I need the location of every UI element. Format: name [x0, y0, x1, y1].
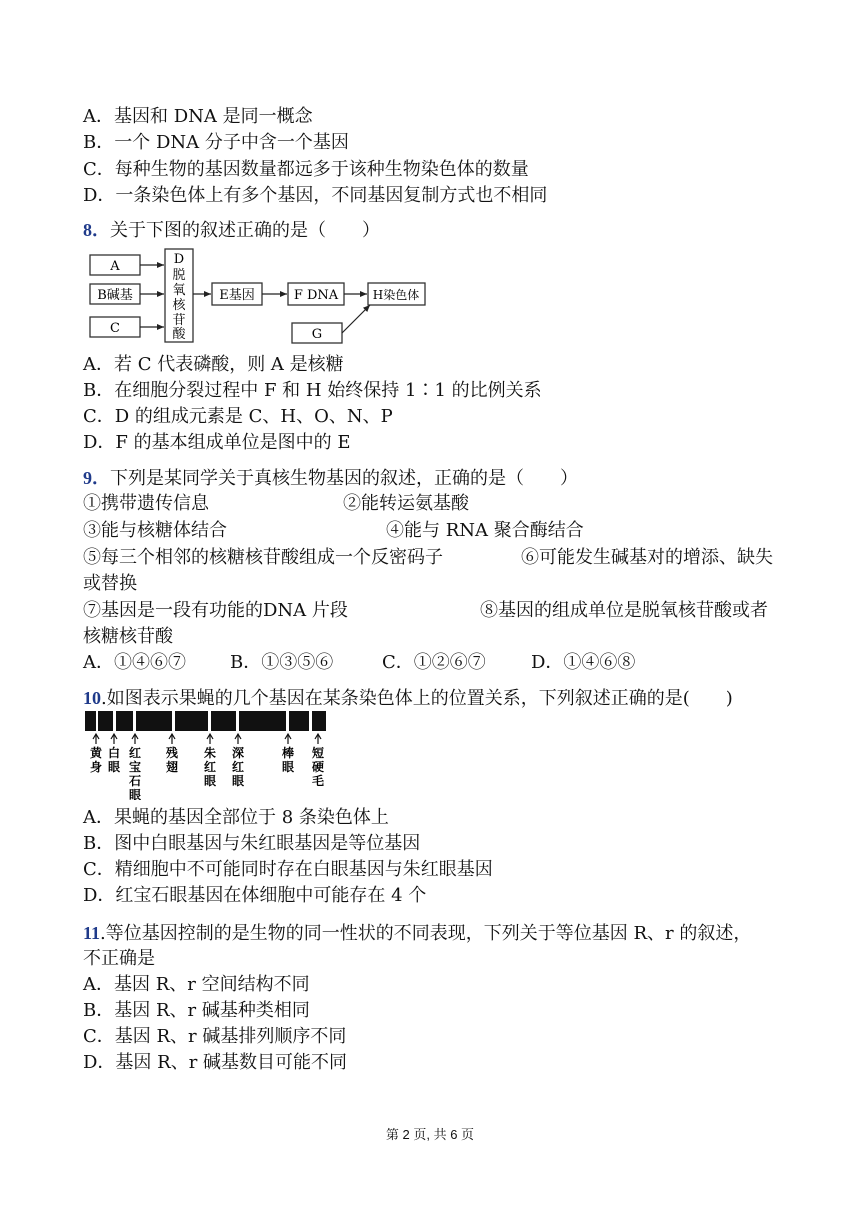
q8-stem — [83, 217, 380, 244]
gene-label-char: 棒 — [281, 746, 295, 760]
gene-label-char: 眼 — [281, 760, 295, 774]
gene-label-char: 石 — [128, 774, 142, 788]
box-b-label: B碱基 — [97, 288, 133, 303]
gene-arrow — [285, 734, 291, 744]
q9-option-a: A．①④⑥⑦ — [83, 652, 186, 673]
gene-arrow — [207, 734, 213, 744]
q7-option-b: B．一个 DNA 分子中含一个基因 — [83, 132, 349, 153]
q10-option-d: D．红宝石眼基因在体细胞中可能存在 4 个 — [83, 885, 427, 906]
gene-label-char: 白 — [107, 746, 121, 760]
q10-number: 10 — [83, 688, 101, 708]
q11-stem-text: .等位基因控制的是生物的同一性状的不同表现，下列关于等位基因 R、r 的叙述， — [100, 923, 752, 944]
q9-item-7: ⑦基因是一段有功能的DNA 片段 — [83, 600, 348, 621]
q10-option-a: A．果蝇的基因全部位于 8 条染色体上 — [83, 807, 389, 828]
box-d-label-3: 氧 — [172, 283, 186, 298]
q9-option-c: C．①②⑥⑦ — [382, 652, 486, 673]
gene-label-char: 短 — [311, 746, 325, 760]
q9-item-3: ③能与核糖体结合 — [83, 520, 227, 541]
q9-item-4: ④能与 RNA 聚合酶结合 — [386, 520, 584, 541]
q11-option-a: A．基因 R、r 空间结构不同 — [83, 974, 310, 995]
box-d-label-4: 核 — [172, 298, 186, 313]
q9-stem — [83, 465, 578, 492]
q9-item-5: ⑤每三个相邻的核糖核苷酸组成一个反密码子 — [83, 547, 443, 568]
gene-arrow — [235, 734, 241, 744]
box-d-label-1: D — [173, 252, 185, 267]
q9-item-6-cont: 或替换 — [83, 573, 137, 594]
gene-arrow — [315, 734, 321, 744]
box-a-label: A — [110, 259, 120, 274]
q10-option-b: B．图中白眼基因与朱红眼基因是等位基因 — [83, 833, 421, 854]
q9-item-1: ①携带遗传信息 — [83, 493, 209, 514]
gene-label-char: 眼 — [128, 788, 142, 800]
box-c-label: C — [110, 321, 120, 336]
q9-item-8-cont: 核糖核苷酸 — [83, 626, 173, 647]
q7-option-c: C．每种生物的基因数量都远多于该种生物染色体的数量 — [83, 159, 529, 180]
gene-label-char: 朱 — [203, 746, 217, 760]
q10-chromosome-diagram — [83, 708, 333, 800]
gene-arrow — [132, 734, 138, 744]
q10-option-c: C．精细胞中不可能同时存在白眼基因与朱红眼基因 — [83, 859, 493, 880]
q9-option-b: B．①③⑤⑥ — [230, 652, 334, 673]
q8-option-b: B．在细胞分裂过程中 F 和 H 始终保持 1∶1 的比例关系 — [83, 380, 542, 401]
q8-option-d: D．F 的基本组成单位是图中的 E — [83, 432, 351, 453]
gene-label-char: 黄 — [89, 746, 103, 760]
gene-arrow — [111, 734, 117, 744]
q8-option-a: A．若 C 代表磷酸，则 A 是核糖 — [83, 354, 344, 375]
gene-arrow — [93, 734, 99, 744]
box-e-label: E基因 — [219, 288, 255, 303]
q8-number: 8． — [83, 220, 110, 240]
q7-option-a: A．基因和 DNA 是同一概念 — [83, 106, 313, 127]
gene-label-char: 残 — [165, 746, 179, 760]
q8-option-c: C．D 的组成元素是 C、H、O、N、P — [83, 406, 393, 427]
q9-number: 9． — [83, 468, 110, 488]
gene-label-char: 翅 — [165, 760, 179, 774]
chromosome-segments — [85, 711, 326, 731]
box-d-label-6: 酸 — [172, 327, 186, 342]
q7-option-d: D．一条染色体上有多个基因，不同基因复制方式也不相同 — [83, 185, 548, 206]
q11-stem — [83, 920, 751, 947]
gene-arrow — [169, 734, 175, 744]
gene-label-char: 眼 — [203, 774, 217, 788]
box-d-label-5: 苷 — [172, 313, 186, 328]
gene-label-char: 红 — [231, 760, 245, 774]
q8-diagram — [86, 247, 431, 347]
gene-label-char: 红 — [203, 760, 217, 774]
q11-number: 11 — [83, 923, 101, 943]
q9-option-d: D．①④⑥⑧ — [531, 652, 636, 673]
gene-label-char: 眼 — [231, 774, 245, 788]
q11-stem-cont: 不正确是 — [83, 948, 155, 969]
gene-label-char: 深 — [231, 746, 245, 760]
gene-label-char: 宝 — [128, 760, 142, 774]
q8-stem-text: 关于下图的叙述正确的是（ ） — [110, 220, 380, 241]
q9-item-2: ②能转运氨基酸 — [343, 493, 469, 514]
box-d-label-2: 脱 — [172, 268, 186, 283]
page-footer: 第 2 页, 共 6 页 — [385, 1127, 475, 1142]
q11-option-d: D．基因 R、r 碱基数目可能不同 — [83, 1052, 348, 1073]
q11-option-b: B．基因 R、r 碱基种类相同 — [83, 1000, 310, 1021]
gene-label-char: 毛 — [311, 774, 325, 788]
gene-label-char: 硬 — [311, 760, 325, 774]
gene-label-char: 身 — [89, 760, 103, 774]
gene-label-char: 红 — [128, 746, 142, 760]
q10-stem-text: .如图表示果蝇的几个基因在某条染色体上的位置关系，下列叙述正确的是( ) — [101, 688, 733, 709]
box-g-label: G — [311, 327, 323, 342]
q9-item-6: ⑥可能发生碱基对的增添、缺失 — [521, 547, 773, 568]
q11-option-c: C．基因 R、r 碱基排列顺序不同 — [83, 1026, 347, 1047]
gene-label-char: 眼 — [107, 760, 121, 774]
q9-item-8: ⑧基因的组成单位是脱氧核苷酸或者 — [480, 600, 768, 621]
q9-stem-text: 下列是某同学关于真核生物基因的叙述，正确的是（ ） — [110, 468, 578, 489]
box-f-label: F DNA — [293, 288, 339, 303]
box-h-label: H染色体 — [372, 288, 420, 302]
